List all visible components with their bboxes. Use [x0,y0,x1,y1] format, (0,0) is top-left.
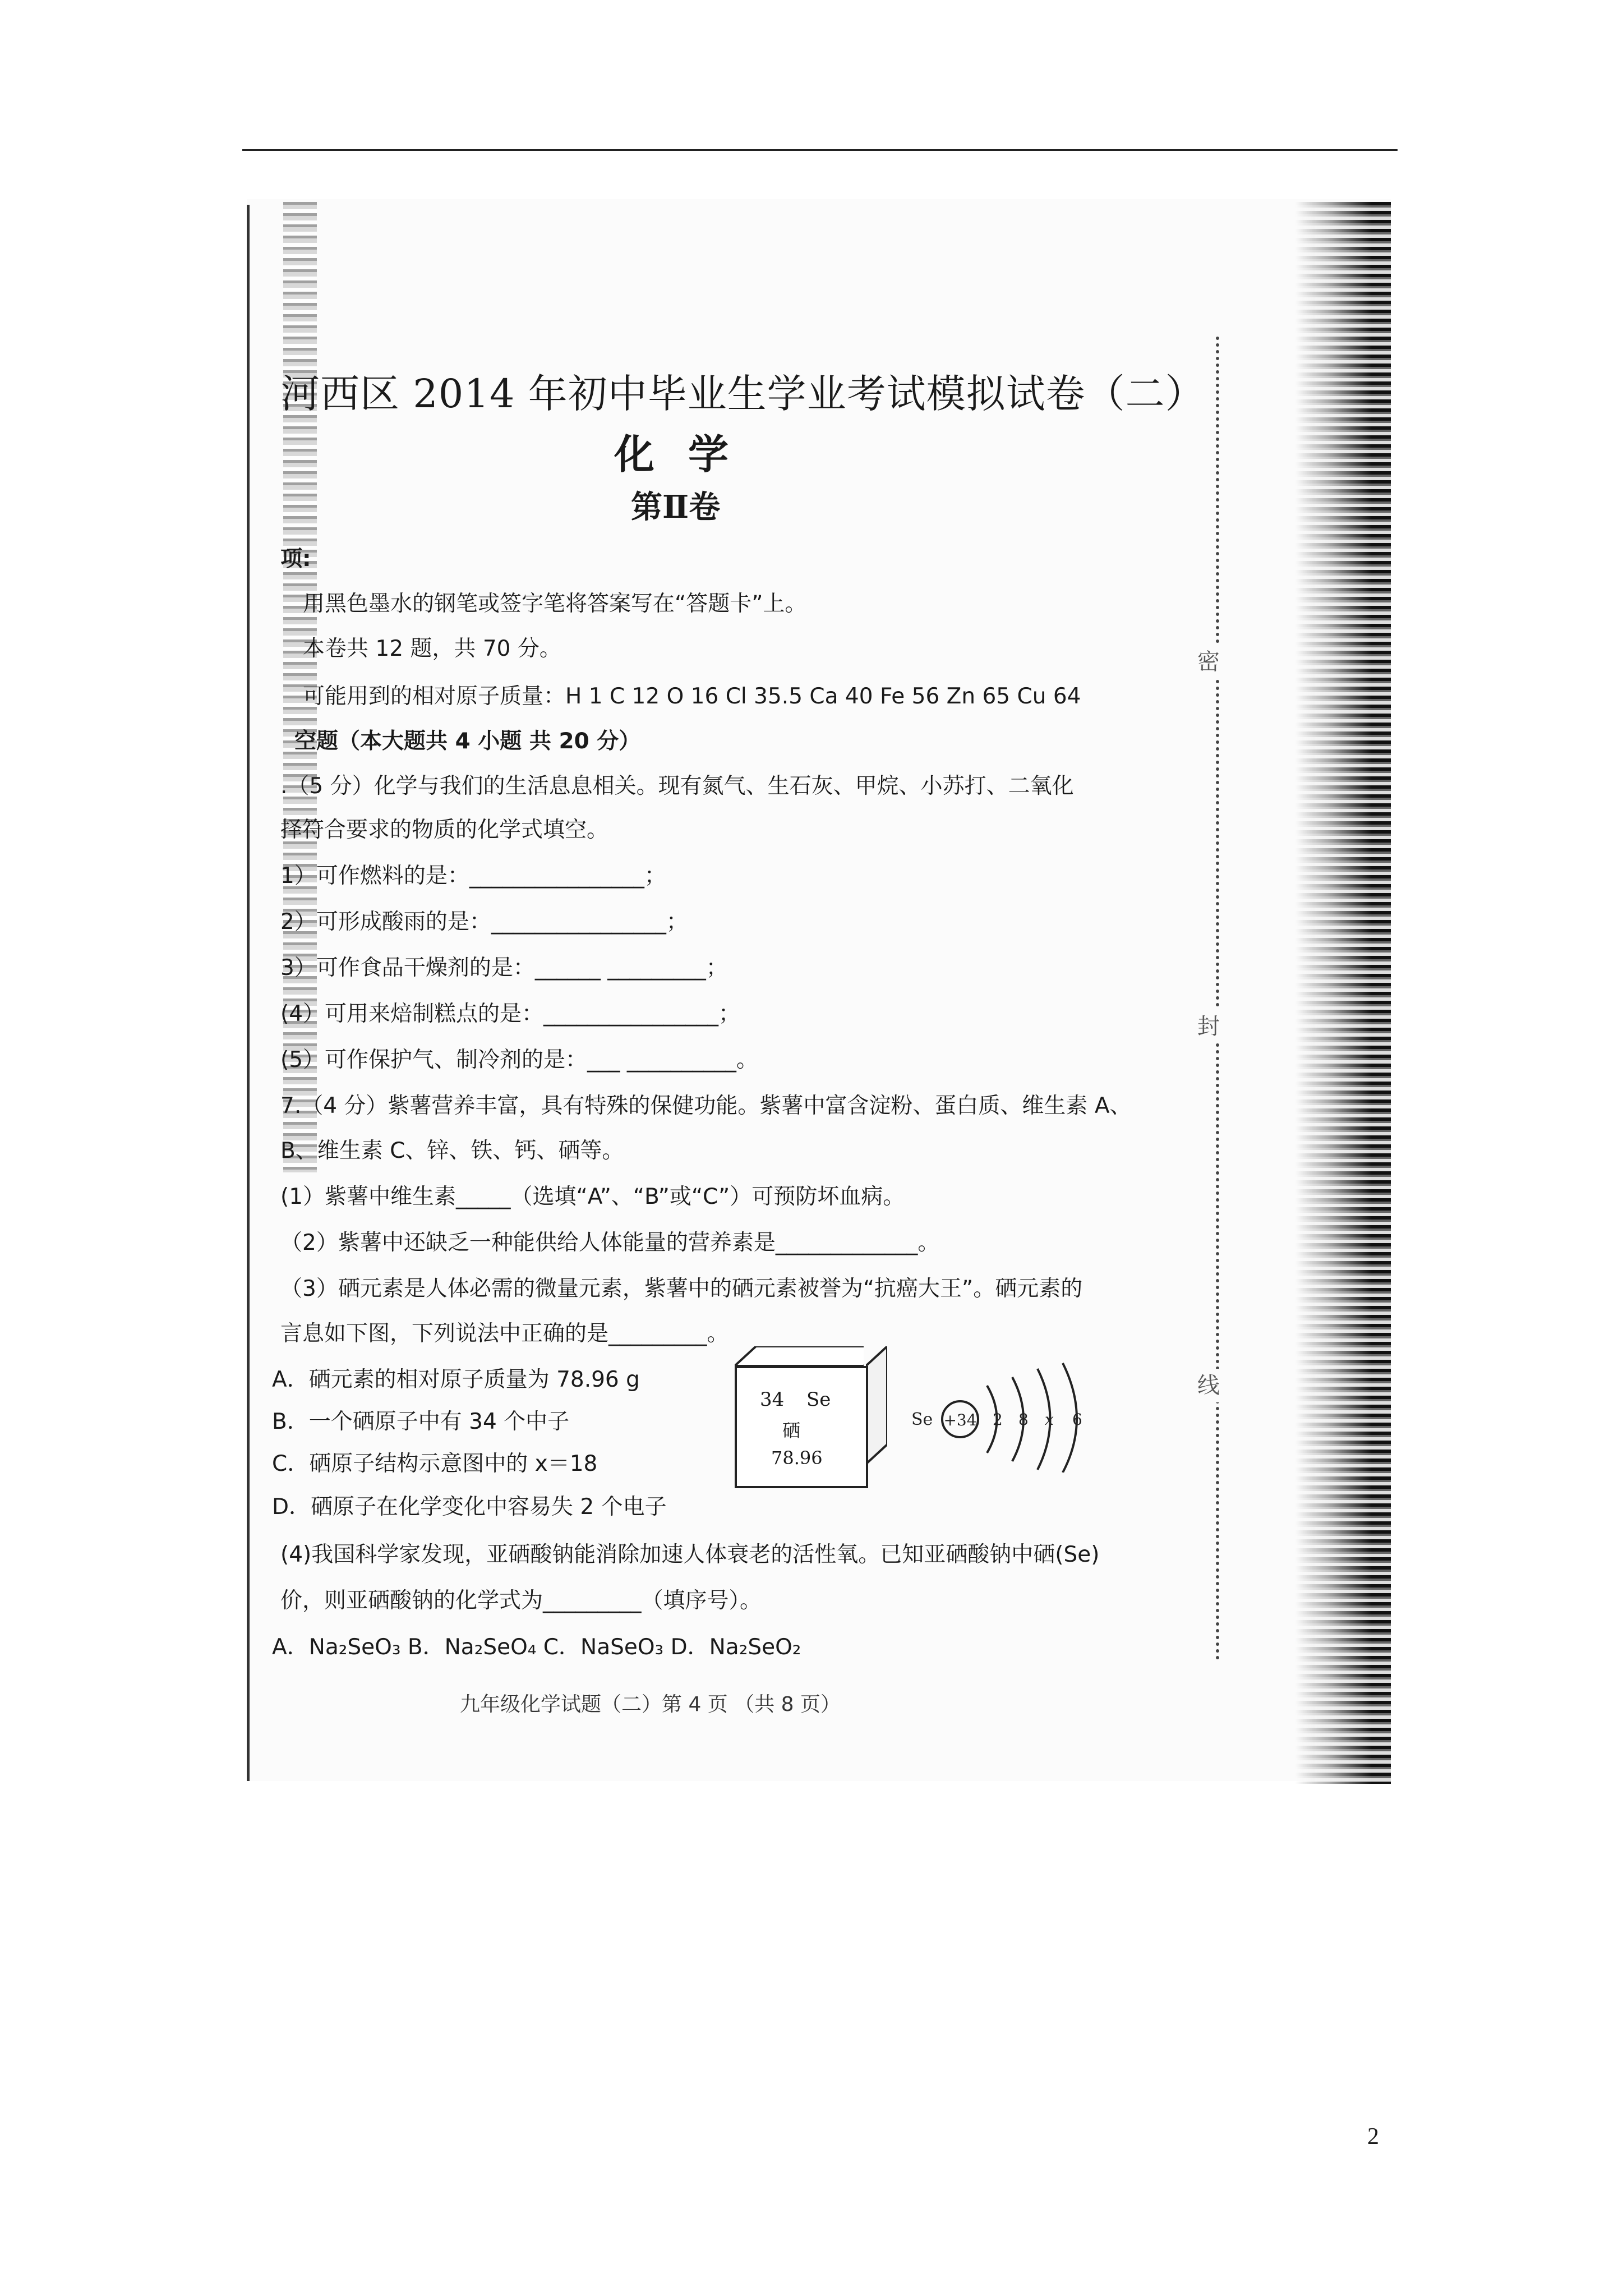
element-atomic-number: 34 [760,1388,785,1411]
q17-stem-1: 7.（4 分）紫薯营养丰富，具有特殊的保健功能。紫薯中富含淀粉、蛋白质、维生素 A、 [280,1093,1132,1119]
q17-part-4a: (4)我国科学家发现，亚硒酸钠能消除加速人体衰老的活性氧。已知亚硒酸钠中硒(Se) [280,1542,1100,1567]
q16-part-5: (5）可作保护气、制冷剂的是：___ __________。 [280,1047,758,1073]
q17-part-4b: 价，则亚硒酸钠的化学式为_________（填序号）。 [280,1588,762,1613]
exam-title: 河西区 2014 年初中毕业生学业考试模拟试卷（二） [280,371,1205,417]
q16-part-3: 3）可作食品干燥剂的是：______ _________； [280,955,728,981]
binding-mark-xian: 线 [1186,1369,1231,1402]
element-card-side [866,1346,887,1464]
atom-structure-diagram [909,1360,1094,1473]
element-mass: 78.96 [771,1447,823,1469]
top-rule [242,149,1398,151]
shell-count-4: 6 [1072,1410,1082,1429]
q17-part-1: (1）紫薯中维生素_____（选填“A”、“B”或“C”）可预防坏血病。 [280,1184,905,1209]
note-3: 可能用到的相对原子质量：H 1 C 12 O 16 Cl 35.5 Ca 40 Fe 56 Zn 65 Cu 64 [303,684,1081,709]
element-symbol: Se [806,1388,831,1411]
atom-nucleus-charge: +34 [943,1411,977,1429]
seal-line [1216,337,1219,1660]
q16-stem-1: .（5 分）化学与我们的生活息息相关。现有氮气、生石灰、甲烷、小苏打、二氧化 [280,774,1074,799]
shell-count-3: x [1045,1410,1054,1429]
q17-part-3a: （3）硒元素是人体必需的微量元素，紫薯中的硒元素被誉为“抗癌大王”。硒元素的 [280,1276,1083,1301]
element-card [735,1366,868,1488]
atom-symbol: Se [911,1410,933,1429]
q17-option-b: B．一个硒原子中有 34 个中子 [272,1409,570,1434]
volume-title: 第Ⅱ卷 [631,489,721,526]
exam-page-footer: 九年级化学试题（二）第 4 页 （共 8 页） [460,1693,841,1716]
q16-part-1: 1）可作燃料的是：________________； [280,863,666,889]
q17-stem-2: B、维生素 C、锌、铁、钙、硒等。 [280,1138,624,1163]
binding-mark-mi: 密 [1186,645,1231,679]
element-card-top [735,1346,864,1366]
shell-count-2: 8 [1018,1410,1029,1429]
q17-part-2: （2）紫薯中还缺乏一种能供给人体能量的营养素是_____________。 [280,1230,940,1255]
binding-noise-right [1295,202,1391,1784]
section-title: 空题（本大题共 4 小题 共 20 分） [294,729,641,754]
q16-part-2: 2）可形成酸雨的是：________________； [280,909,688,935]
q16-part-4: (4）可用来焙制糕点的是：________________； [280,1001,741,1027]
q17-option-d: D．硒原子在化学变化中容易失 2 个电子 [272,1494,667,1520]
subject-title: 化学 [614,430,763,478]
scan-edge [247,205,250,1781]
q16-stem-2: 择符合要求的物质的化学式填空。 [280,817,609,843]
q17-option-a: A．硒元素的相对原子质量为 78.96 g [272,1367,640,1392]
note-1: 用黑色墨水的钢笔或签字笔将答案写在“答题卡”上。 [303,591,807,616]
notes-heading: 项: [280,546,311,572]
q17-part-3b: 言息如下图，下列说法中正确的是_________。 [280,1321,729,1346]
shell-count-1: 2 [993,1410,1003,1429]
element-name: 硒 [782,1420,801,1441]
q17-part-4-options: A．Na₂SeO₃ B．Na₂SeO₄ C．NaSeO₃ D．Na₂SeO₂ [272,1635,801,1660]
binding-mark-feng: 封 [1186,1010,1231,1043]
note-2: 本卷共 12 题，共 70 分。 [303,636,561,661]
q17-option-c: C．硒原子结构示意图中的 x＝18 [272,1451,598,1476]
page-number: 2 [1367,2124,1379,2150]
